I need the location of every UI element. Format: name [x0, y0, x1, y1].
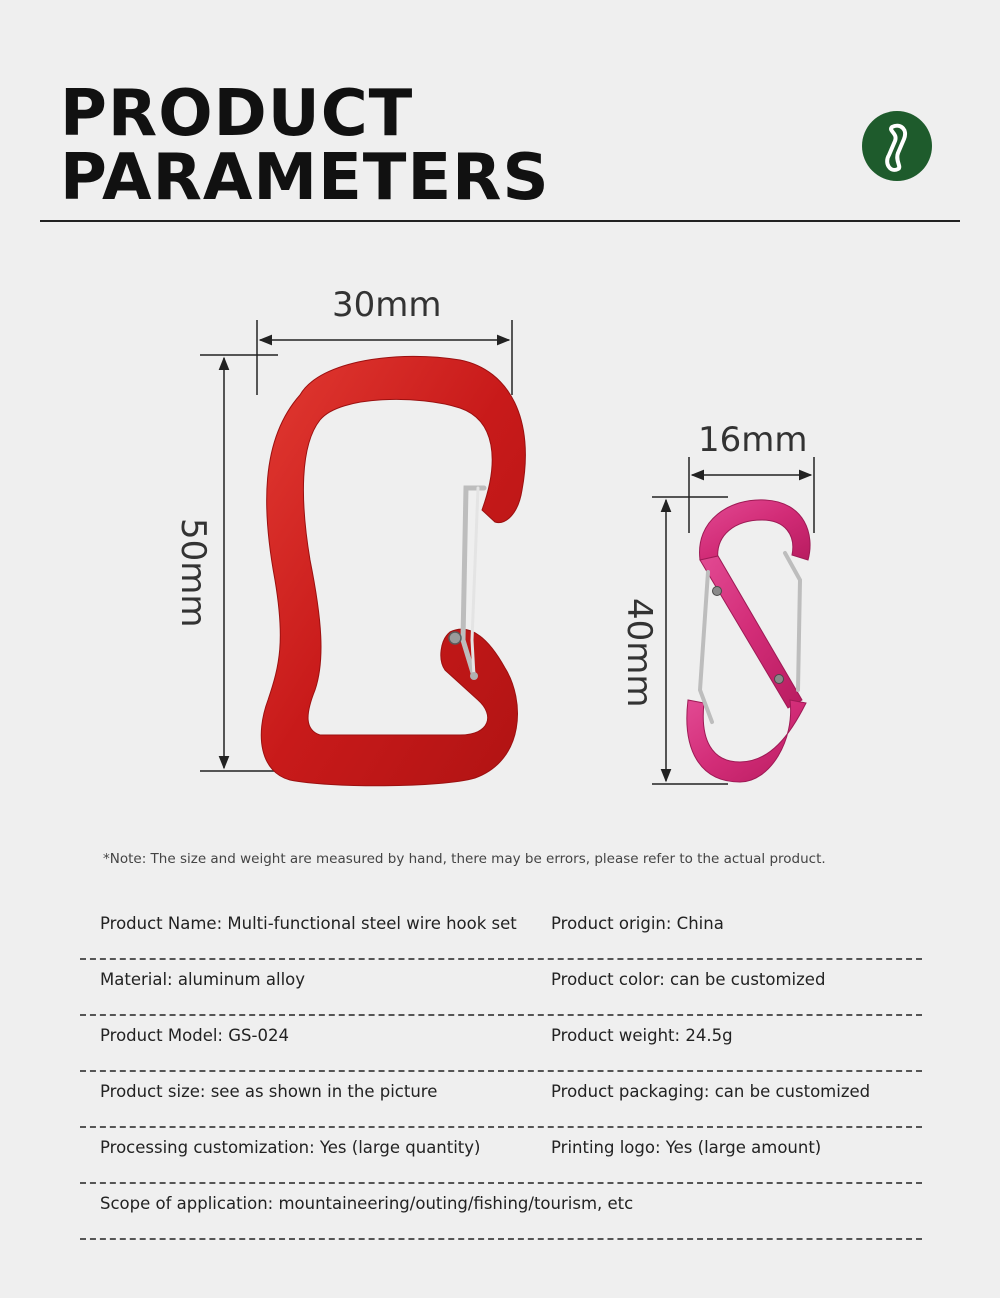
spec-product-size: Product size: see as shown in the picture: [100, 1082, 438, 1101]
spec-product-model: Product Model: GS-024: [100, 1026, 289, 1045]
spec-row: [80, 960, 922, 1016]
spec-scope-of-application: Scope of application: mountaineering/outing/fishing/tourism, etc: [100, 1194, 634, 1213]
title-line-2: PARAMETERS: [60, 141, 550, 215]
spec-row: [80, 1072, 922, 1128]
spec-product-weight: Product weight: 24.5g: [551, 1026, 733, 1045]
spec-table: [80, 904, 922, 1240]
small-width-label: 16mm: [698, 420, 808, 460]
spec-row: [80, 904, 922, 960]
spec-product-origin: Product origin: China: [551, 914, 724, 933]
spec-product-packaging: Product packaging: can be customized: [551, 1082, 871, 1101]
spec-row: [80, 1016, 922, 1072]
small-pink-s-carabiner: [687, 500, 810, 782]
spec-row: [80, 1184, 922, 1240]
measurement-note: *Note: The size and weight are measured by hand, there may be errors, please refer to the actual product.: [103, 851, 826, 867]
spec-printing-logo: Printing logo: Yes (large amount): [551, 1138, 822, 1157]
large-width-label: 30mm: [332, 285, 442, 325]
title-line-1: PRODUCT: [60, 77, 414, 151]
spec-product-name: Product Name: Multi-functional steel wire hook set: [100, 914, 517, 933]
spec-processing-customization: Processing customization: Yes (large quantity): [100, 1138, 481, 1157]
spec-material: Material: aluminum alloy: [100, 970, 306, 989]
large-height-label: 50mm: [173, 518, 213, 628]
small-height-label: 40mm: [619, 598, 659, 708]
large-red-carabiner: [261, 356, 525, 785]
spec-row: [80, 1128, 922, 1184]
spec-product-color: Product color: can be customized: [551, 970, 826, 989]
